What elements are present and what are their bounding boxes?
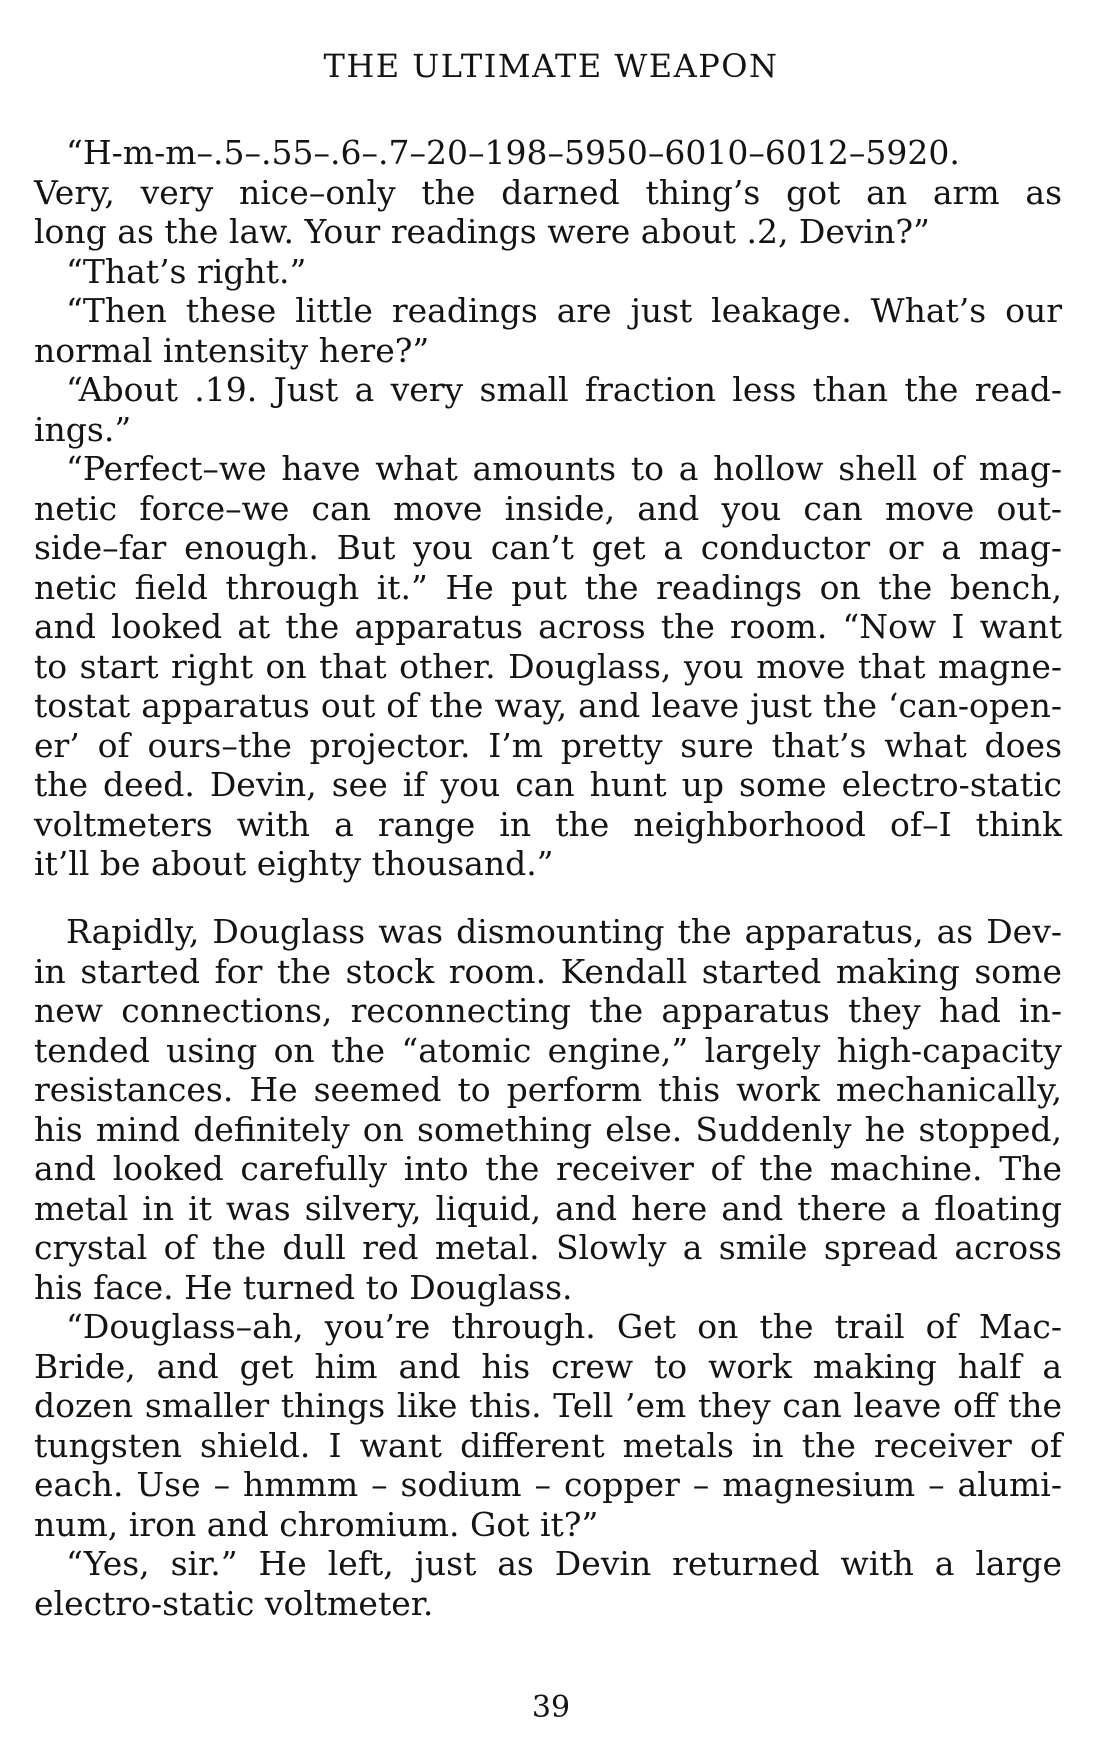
running-head: THE ULTIMATE WEAPON (323, 47, 779, 85)
text-line: to start right on that other. Douglass, you move that magne- (34, 646, 1062, 686)
text-line: netic force–we can move inside, and you can move out- (34, 488, 1062, 528)
text-line: tostat apparatus out of the way, and leave just the ‘can-open- (34, 686, 1062, 725)
text-line: dozen smaller things like this. Tell ’em they can leave off the (34, 1386, 1062, 1425)
text-line: Very, very nice–only the darned thing’s got an arm as (34, 172, 1062, 212)
paragraph-block-dialogue (34, 133, 1062, 884)
text-line: side–far enough. But you can’t get a conductor or a mag- (34, 528, 1062, 567)
text-line: “Then these little readings are just leakage. What’s our (66, 291, 1062, 330)
text-line: in started for the stock room. Kendall started making some (34, 951, 1062, 991)
text-line: it’ll be about eighty thousand.” (34, 844, 554, 883)
text-line: voltmeters with a range in the neighborhood of–I think (34, 804, 1062, 844)
text-line: “That’s right.” (66, 251, 307, 291)
text-line: “H-m-m–.5–.55–.6–.7–20–198–5950–6010–6012–5920. (66, 133, 960, 172)
text-line: crystal of the dull red metal. Slowly a smile spread across (34, 1228, 1062, 1267)
text-line: long as the law. Your readings were about .2, Devin?” (34, 212, 930, 251)
text-line: tended using on the “atomic engine,” largely high-capacity (34, 1030, 1062, 1070)
text-line: “Douglass–ah, you’re through. Get on the trail of Mac- (66, 1307, 1062, 1346)
page-number: 39 (531, 1690, 571, 1725)
text-line: and looked carefully into the receiver of the machine. The (34, 1149, 1062, 1188)
text-line: “Yes, sir.” He left, just as Devin returned with a large (66, 1544, 1062, 1583)
text-line: “Perfect–we have what amounts to a hollow shell of mag- (66, 449, 1062, 488)
text-line: metal in it was silvery, liquid, and here and there a floating (34, 1188, 1062, 1228)
paragraph-block-narrative (34, 912, 1062, 1623)
text-line: “About .19. Just a very small fraction less than the read- (66, 370, 1062, 409)
text-line: netic field through it.” He put the readings on the bench, (34, 567, 1062, 607)
text-line: Rapidly, Douglass was dismounting the apparatus, as Dev- (66, 912, 1062, 951)
text-line: electro-static voltmeter. (34, 1583, 434, 1623)
text-line: Bride, and get him and his crew to work making half a (34, 1346, 1062, 1386)
text-line: er’ of ours–the projector. I’m pretty sure that’s what does (34, 725, 1062, 765)
text-line: normal intensity here?” (34, 330, 430, 370)
text-line: his mind definitely on something else. Suddenly he stopped, (34, 1109, 1062, 1149)
text-line: ings.” (34, 409, 132, 449)
text-line: his face. He turned to Douglass. (34, 1267, 573, 1307)
text-line: resistances. He seemed to perform this work mechanically, (34, 1070, 1062, 1109)
text-line: each. Use – hmmm – sodium – copper – magnesium – alumi- (34, 1465, 1062, 1504)
text-line: new connections, reconnecting the apparatus they had in- (34, 991, 1062, 1030)
text-line: tungsten shield. I want different metals in the receiver of (34, 1425, 1062, 1465)
text-line: the deed. Devin, see if you can hunt up some electro-static (34, 765, 1062, 804)
text-line: num, iron and chromium. Got it?” (34, 1504, 599, 1544)
text-line: and looked at the apparatus across the room. “Now I want (34, 607, 1062, 646)
